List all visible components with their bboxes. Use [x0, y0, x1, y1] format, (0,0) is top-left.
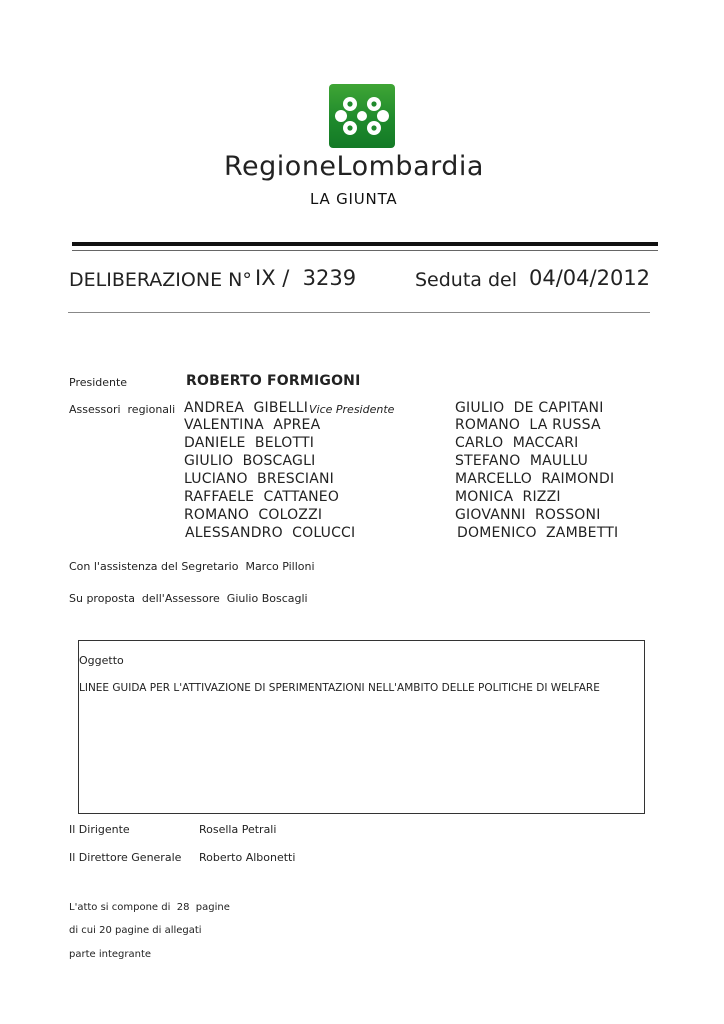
presidente-label: Presidente	[69, 376, 128, 389]
assessore-name: ALESSANDRO COLUCCI	[185, 525, 356, 541]
oggetto-text: LINEE GUIDA PER L'ATTIVAZIONE DI SPERIMENTAZIONI NELL'AMBITO DELLE POLITICHE DI WELFARE	[79, 682, 600, 694]
seduta-label: Seduta del	[415, 269, 518, 291]
assessore-name: LUCIANO BRESCIANI	[184, 471, 334, 487]
assessore-name: DANIELE BELOTTI	[184, 435, 315, 451]
vice-presidente-note: Vice Presidente	[309, 403, 395, 416]
assessore-name: STEFANO MAULLU	[455, 453, 589, 469]
dirigente-name: Rosella Petrali	[199, 823, 277, 836]
assistenza-segretario: Con l'assistenza del Segretario Marco Pilloni	[69, 560, 315, 573]
assessore-name: ROMANO COLOZZI	[184, 507, 323, 523]
assessore-name: VALENTINA APREA	[184, 417, 321, 433]
seduta-date: 04/04/2012	[529, 266, 651, 290]
assessore-name: ANDREA GIBELLI	[184, 400, 309, 416]
oggetto-box	[78, 640, 645, 814]
deliberazione-number: IX / 3239	[255, 266, 357, 290]
assessore-name: DOMENICO ZAMBETTI	[457, 525, 619, 541]
oggetto-label: Oggetto	[79, 654, 124, 667]
presidente-name: ROBERTO FORMIGONI	[186, 373, 361, 389]
allegati-count: di cui 20 pagine di allegati	[69, 925, 202, 936]
parte-integrante: parte integrante	[69, 949, 152, 960]
assessore-name: GIULIO BOSCAGLI	[184, 453, 316, 469]
assessore-name: MARCELLO RAIMONDI	[455, 471, 615, 487]
deliberazione-rule	[68, 312, 650, 313]
direttore-label: Il Direttore Generale	[69, 851, 182, 864]
assessore-name: MONICA RIZZI	[455, 489, 561, 505]
pagine-count: L'atto si compone di 28 pagine	[69, 902, 230, 913]
assessore-name: ROMANO LA RUSSA	[455, 417, 601, 433]
assessori-label: Assessori regionali	[69, 403, 176, 416]
rosa-camuna-icon	[329, 84, 395, 148]
assessore-name: CARLO MACCARI	[455, 435, 579, 451]
deliberazione-label: DELIBERAZIONE N°	[69, 269, 252, 291]
dirigente-label: Il Dirigente	[69, 823, 130, 836]
assessore-name: GIOVANNI ROSSONI	[455, 507, 601, 523]
assessore-name: RAFFAELE CATTANEO	[184, 489, 340, 505]
regione-lombardia-logo	[329, 84, 395, 148]
direttore-name: Roberto Albonetti	[199, 851, 296, 864]
header-rule-thin	[72, 250, 658, 251]
brand-name: RegioneLombardia	[224, 151, 484, 182]
proposta-assessore: Su proposta dell'Assessore Giulio Boscagli	[69, 592, 308, 605]
giunta-subtitle: LA GIUNTA	[310, 190, 398, 208]
assessore-name: GIULIO DE CAPITANI	[455, 400, 604, 416]
header-rule-thick	[72, 242, 658, 246]
